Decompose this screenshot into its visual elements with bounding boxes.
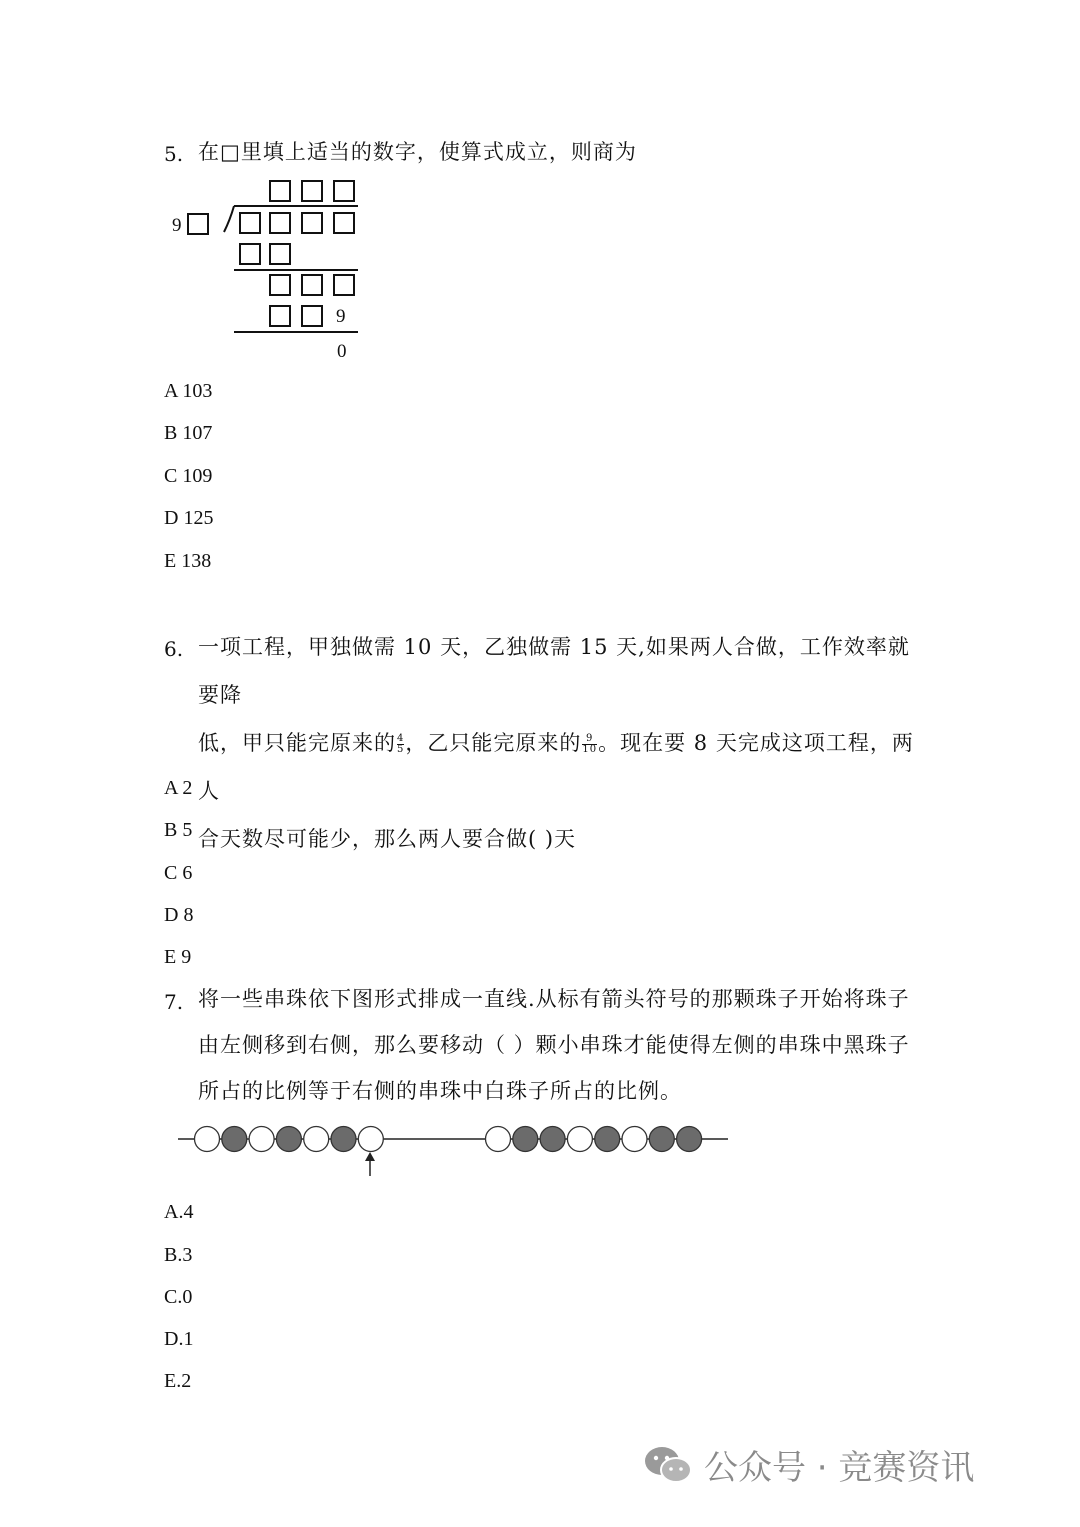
q7-option-b[interactable]: B.3 <box>164 1244 193 1266</box>
q7-option-c[interactable]: C.0 <box>164 1286 193 1308</box>
black-bead <box>513 1127 538 1152</box>
black-bead <box>540 1127 565 1152</box>
dividend-box <box>270 213 290 233</box>
q7-line-2: 由左侧移到右侧，那么要移动（ ）颗小串珠才能使得左侧的串珠中黑珠子 <box>198 1033 910 1057</box>
remainder-zero: 0 <box>337 341 347 362</box>
q7-option-d[interactable]: D.1 <box>164 1328 194 1350</box>
dividend-box <box>240 213 260 233</box>
arrow-up-icon <box>365 1152 375 1176</box>
watermark <box>642 1440 974 1489</box>
white-bead <box>249 1127 274 1152</box>
divisor-digit: 9 <box>172 215 182 236</box>
product-box <box>302 306 322 326</box>
q6-line-2 <box>198 719 928 815</box>
quotient-box <box>270 181 290 201</box>
q6-line-3: 合天数尽可能少，那么两人要合做( )天 <box>198 827 577 851</box>
partial-box <box>270 275 290 295</box>
q5-number: 5. <box>164 142 184 166</box>
black-bead <box>677 1127 702 1152</box>
dividend-box <box>302 213 322 233</box>
q7-stem <box>198 976 928 1114</box>
product-digit-nine: 9 <box>336 306 346 327</box>
dividend-box <box>334 213 354 233</box>
black-bead <box>649 1127 674 1152</box>
q6-line-2b: ，乙只能完原来的 <box>405 731 582 755</box>
black-bead <box>222 1127 247 1152</box>
q7-option-a[interactable]: A.4 <box>164 1201 194 1223</box>
black-bead <box>595 1127 620 1152</box>
fraction-four-fifths: $\frac{4}{5}$ <box>397 733 405 755</box>
q6-option-c[interactable]: C 6 <box>164 862 193 884</box>
q6-option-d[interactable]: D 8 <box>164 904 194 926</box>
q6-stem <box>198 623 928 863</box>
quotient-box <box>302 181 322 201</box>
white-bead <box>567 1127 592 1152</box>
white-bead <box>486 1127 511 1152</box>
q7-line-1: 将一些串珠依下图形式排成一直线.从标有箭头符号的那颗珠子开始将珠子 <box>198 987 910 1011</box>
product-box <box>240 244 260 264</box>
watermark-text: 公众号 · 竞赛资讯 <box>704 1448 975 1488</box>
white-bead <box>622 1127 647 1152</box>
q6-option-b[interactable]: B 5 <box>164 819 193 841</box>
q6-option-e[interactable]: E 9 <box>164 946 192 968</box>
q7-line-3: 所占的比例等于右侧的串珠中白珠子所占的比例。 <box>198 1079 682 1103</box>
white-bead <box>195 1127 220 1152</box>
q7-bead-diagram <box>170 1118 735 1182</box>
q5-option-b[interactable]: B 107 <box>164 422 213 444</box>
q6-line-1: 一项工程，甲独做需 10 天，乙独做需 15 天,如果两人合做，工作效率就要降 <box>198 635 910 707</box>
divisor-box <box>188 214 208 234</box>
partial-box <box>334 275 354 295</box>
q5-option-e[interactable]: E 138 <box>164 550 212 572</box>
q6-line-2a: 低，甲只能完原来的 <box>198 731 396 755</box>
wechat-icon <box>642 1443 694 1487</box>
product-box <box>270 306 290 326</box>
q6-option-a[interactable]: A 2 <box>164 777 193 799</box>
partial-box <box>302 275 322 295</box>
q5-option-d[interactable]: D 125 <box>164 507 214 529</box>
white-bead <box>304 1127 329 1152</box>
q7-number: 7. <box>164 990 184 1014</box>
q5-stem: 在□里填上适当的数字，使算式成立，则商为 <box>198 140 637 164</box>
fraction-nine-tenths: $\frac{9}{10}$ <box>582 733 598 755</box>
product-box <box>270 244 290 264</box>
quotient-box <box>334 181 354 201</box>
q5-option-a[interactable]: A 103 <box>164 380 213 402</box>
q5-option-c[interactable]: C 109 <box>164 465 213 487</box>
black-bead <box>276 1127 301 1152</box>
q5-long-division-diagram <box>160 170 380 370</box>
q6-number: 6. <box>164 637 184 661</box>
black-bead <box>331 1127 356 1152</box>
q6-line-2c: 。现在要 8 天完成这项工程，两人 <box>198 731 914 803</box>
white-bead <box>358 1127 383 1152</box>
q7-option-e[interactable]: E.2 <box>164 1370 192 1392</box>
